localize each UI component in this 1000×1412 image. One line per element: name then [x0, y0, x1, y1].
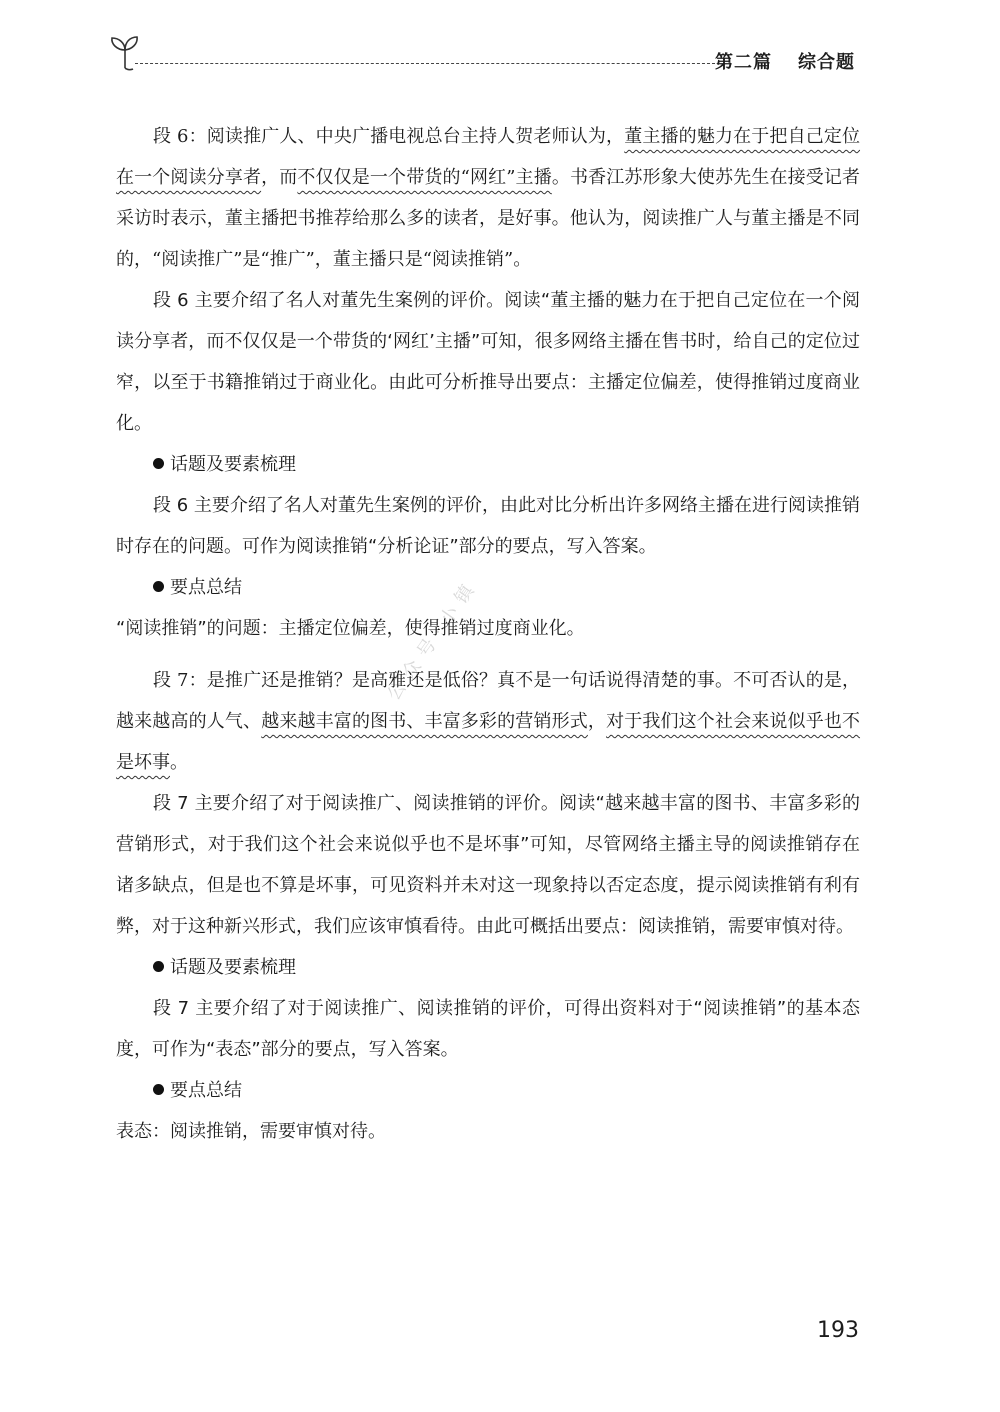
spacer [116, 649, 860, 660]
p6-topic-heading [116, 444, 860, 485]
wavy-underlined-text: 不仅仅是一个带货的“网红”主播 [297, 167, 552, 188]
page-number: 193 [817, 1318, 859, 1343]
running-header [105, 34, 865, 74]
p7-summary-heading [116, 1070, 860, 1111]
heading-text: 要点总结 [170, 577, 242, 598]
text-run: ，而 [261, 167, 298, 188]
text-run: 段 7：是推广还是推销？是高雅还是低俗？真不是一句话说得清楚的事。不可否认的是，越来越高的人气、 [116, 670, 860, 732]
wavy-underlined-text: 对于我们这个社会来说似乎也不是坏事 [116, 711, 861, 773]
paragraph-7-source [116, 660, 860, 783]
bullet-icon [153, 1084, 164, 1095]
bullet-icon [153, 961, 164, 972]
paragraph-7-topic: 段 7 主要介绍了对于阅读推广、阅读推销的评价，可得出资料对于“阅读推销”的基本态度，可作为“表态”部分的要点，写入答案。 [116, 998, 860, 1060]
paragraph-7-analysis: 段 7 主要介绍了对于阅读推广、阅读推销的评价。阅读“越来越丰富的图书、丰富多彩的营销形式，对于我们这个社会来说似乎也不是坏事”可知，尽管网络主播主导的阅读推销存在诸多缺点，但是也不算是坏事，可见资料并未对这一现象持以否定态度，提示阅读推销有利有弊，对于这种新兴形式，我们应该审慎看待。由此可概括出要点：阅读推销，需要审慎对待。 [116, 793, 860, 937]
wavy-underlined-text: 越来越丰富的图书、丰富多彩的营销形式 [261, 711, 588, 732]
header-section: 第二篇 [715, 52, 772, 73]
header-title [715, 48, 855, 74]
p6-summary-heading [116, 567, 860, 608]
wavy-underlined-text: 董主播的魅力在于把自己定位在一个阅读分享者 [116, 126, 861, 188]
header-rule [135, 63, 715, 64]
bullet-icon [153, 458, 164, 469]
text-run: 。 [170, 752, 188, 773]
text-run: 段 6：阅读推广人、中央广播电视总台主持人贺老师认为， [153, 126, 625, 147]
paragraph-6-analysis: 段 6 主要介绍了名人对董先生案例的评价。阅读“董主播的魅力在于把自己定位在一个阅读分享者，而不仅仅是一个带货的‘网红’主播”可知，很多网络主播在售书时，给自己的定位过窄，以至于书籍推销过于商业化。由此可分析推导出要点：主播定位偏差，使得推销过度商业化。 [116, 290, 860, 434]
paragraph-6-source [116, 116, 860, 280]
heading-text: 话题及要素梳理 [170, 454, 296, 475]
heading-text: 话题及要素梳理 [170, 957, 296, 978]
paragraph-6-summary: “阅读推销”的问题：主播定位偏差，使得推销过度商业化。 [116, 618, 585, 639]
page-body [116, 116, 860, 1152]
bullet-icon [153, 581, 164, 592]
p7-topic-heading [116, 947, 860, 988]
text-run: 。书香江苏形象大使苏先生在接受记者采访时表示，董主播把书推荐给那么多的读者，是好事。他认为，阅读推广人与董主播是不同的，“阅读推广”是“推广”，董主播只是“阅读推销”。 [116, 167, 861, 270]
text-run: ， [587, 711, 607, 732]
paragraph-6-topic: 段 6 主要介绍了名人对董先生案例的评价，由此对比分析出许多网络主播在进行阅读推销时存在的问题。可作为阅读推销“分析论证”部分的要点，写入答案。 [116, 495, 860, 557]
watermark: 公众号·小镇 [383, 574, 483, 705]
paragraph-7-summary: 表态：阅读推销，需要审慎对待。 [116, 1121, 386, 1142]
header-subtitle: 综合题 [798, 52, 855, 73]
sprout-icon [105, 34, 145, 74]
heading-text: 要点总结 [170, 1080, 242, 1101]
